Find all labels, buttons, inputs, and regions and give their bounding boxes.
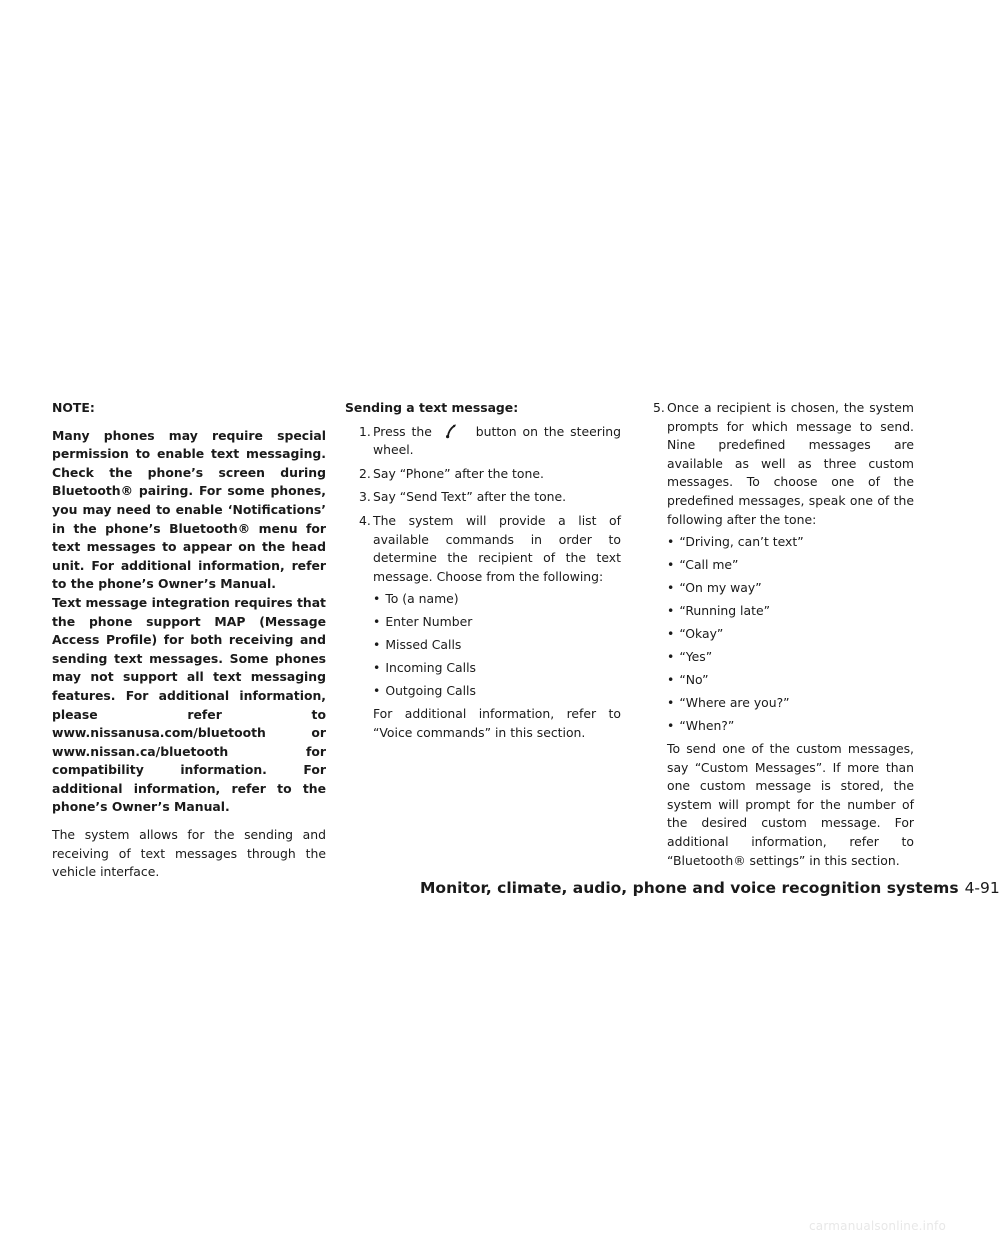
- list-item: • Enter Number: [373, 614, 473, 630]
- recipient-options-list: [345, 590, 621, 701]
- step-number: 5.: [653, 400, 665, 415]
- step-4: [345, 512, 621, 586]
- list-item: • “Running late”: [667, 603, 770, 619]
- list-item: • “When?”: [667, 718, 735, 734]
- page-footer: [420, 878, 1000, 897]
- watermark: carmanualsonline.info: [809, 1219, 946, 1233]
- footer-section-title: Monitor, climate, audio, phone and voice recognition systems: [420, 879, 959, 897]
- body-text: The system allows for the sending and receiving of text messages through the vehicle interface.: [52, 827, 326, 880]
- list-item: • “Driving, can’t text”: [667, 534, 804, 550]
- custom-messages-info: To send one of the custom messages, say “Custom Messages”. If more than one custom message is stored, the system will prompt for the number of the desired custom message. For additional information, refer to “Bluetooth® settings” in this section.: [667, 741, 914, 868]
- step-text: Say “Send Text” after the tone.: [373, 489, 567, 505]
- left-column: [52, 399, 326, 882]
- step-number: 4.: [359, 512, 371, 528]
- right-column: [639, 399, 914, 870]
- note-text-2: Text message integration requires that the phone support MAP (Message Access Profile) for both receiving and sending text messages. Some phones may not support all text messaging features. For additional information, please refer to www.nissanusa.com/bluetooth or www.nissan.ca/bluetooth for compatibility information. For additional information, refer to the phone’s Owner’s Manual.: [52, 594, 326, 815]
- predefined-messages-list: [639, 533, 914, 735]
- step-text: The system will provide a list of available commands in order to determine the recipient of the text message. Choose from the following:: [373, 512, 621, 584]
- list-item: • “On my way”: [667, 580, 762, 596]
- section-heading: Sending a text message:: [345, 400, 519, 415]
- note-text: Many phones may require special permission to enable text messaging. Check the phone’s screen during Bluetooth® pairing. For some phones, you may need to enable ‘Notifications’ in the phone’s Bluetooth® menu for text messages to appear on the head unit. For additional information, refer to the phone’s Owner’s Manual.: [52, 427, 326, 592]
- step-text: Press the: [373, 423, 432, 439]
- info-text: For additional information, refer to “Voice commands” in this section.: [373, 706, 621, 740]
- middle-column: [345, 399, 621, 742]
- step-3: [345, 488, 621, 507]
- list-item: • Incoming Calls: [373, 660, 476, 676]
- list-item: • Outgoing Calls: [373, 683, 476, 699]
- list-item: • “No”: [667, 672, 709, 688]
- list-item: • To (a name): [373, 591, 459, 607]
- step-number: 3.: [359, 489, 371, 505]
- step-text: Say “Phone” after the tone.: [373, 465, 544, 481]
- step-text: Once a recipient is chosen, the system prompts for which message to send. Nine predefined messages are available as well as three custom messages. To choose one of the predefined messages, speak one of the following after the tone:: [667, 400, 914, 527]
- step-number: 1.: [359, 423, 371, 439]
- list-item: • “Call me”: [667, 557, 739, 573]
- talk-button-icon: [440, 423, 466, 439]
- step-text: button on the steering wheel.: [373, 423, 621, 458]
- step-2: [345, 465, 621, 484]
- note-label: NOTE:: [52, 400, 95, 415]
- list-item: • “Okay”: [667, 626, 724, 642]
- page-number: 4-91: [964, 879, 1000, 897]
- list-item: • “Yes”: [667, 649, 713, 665]
- step-5: [639, 399, 914, 529]
- list-item: • “Where are you?”: [667, 695, 790, 711]
- step-number: 2.: [359, 465, 371, 481]
- step-1: [345, 423, 621, 460]
- list-item: • Missed Calls: [373, 637, 462, 653]
